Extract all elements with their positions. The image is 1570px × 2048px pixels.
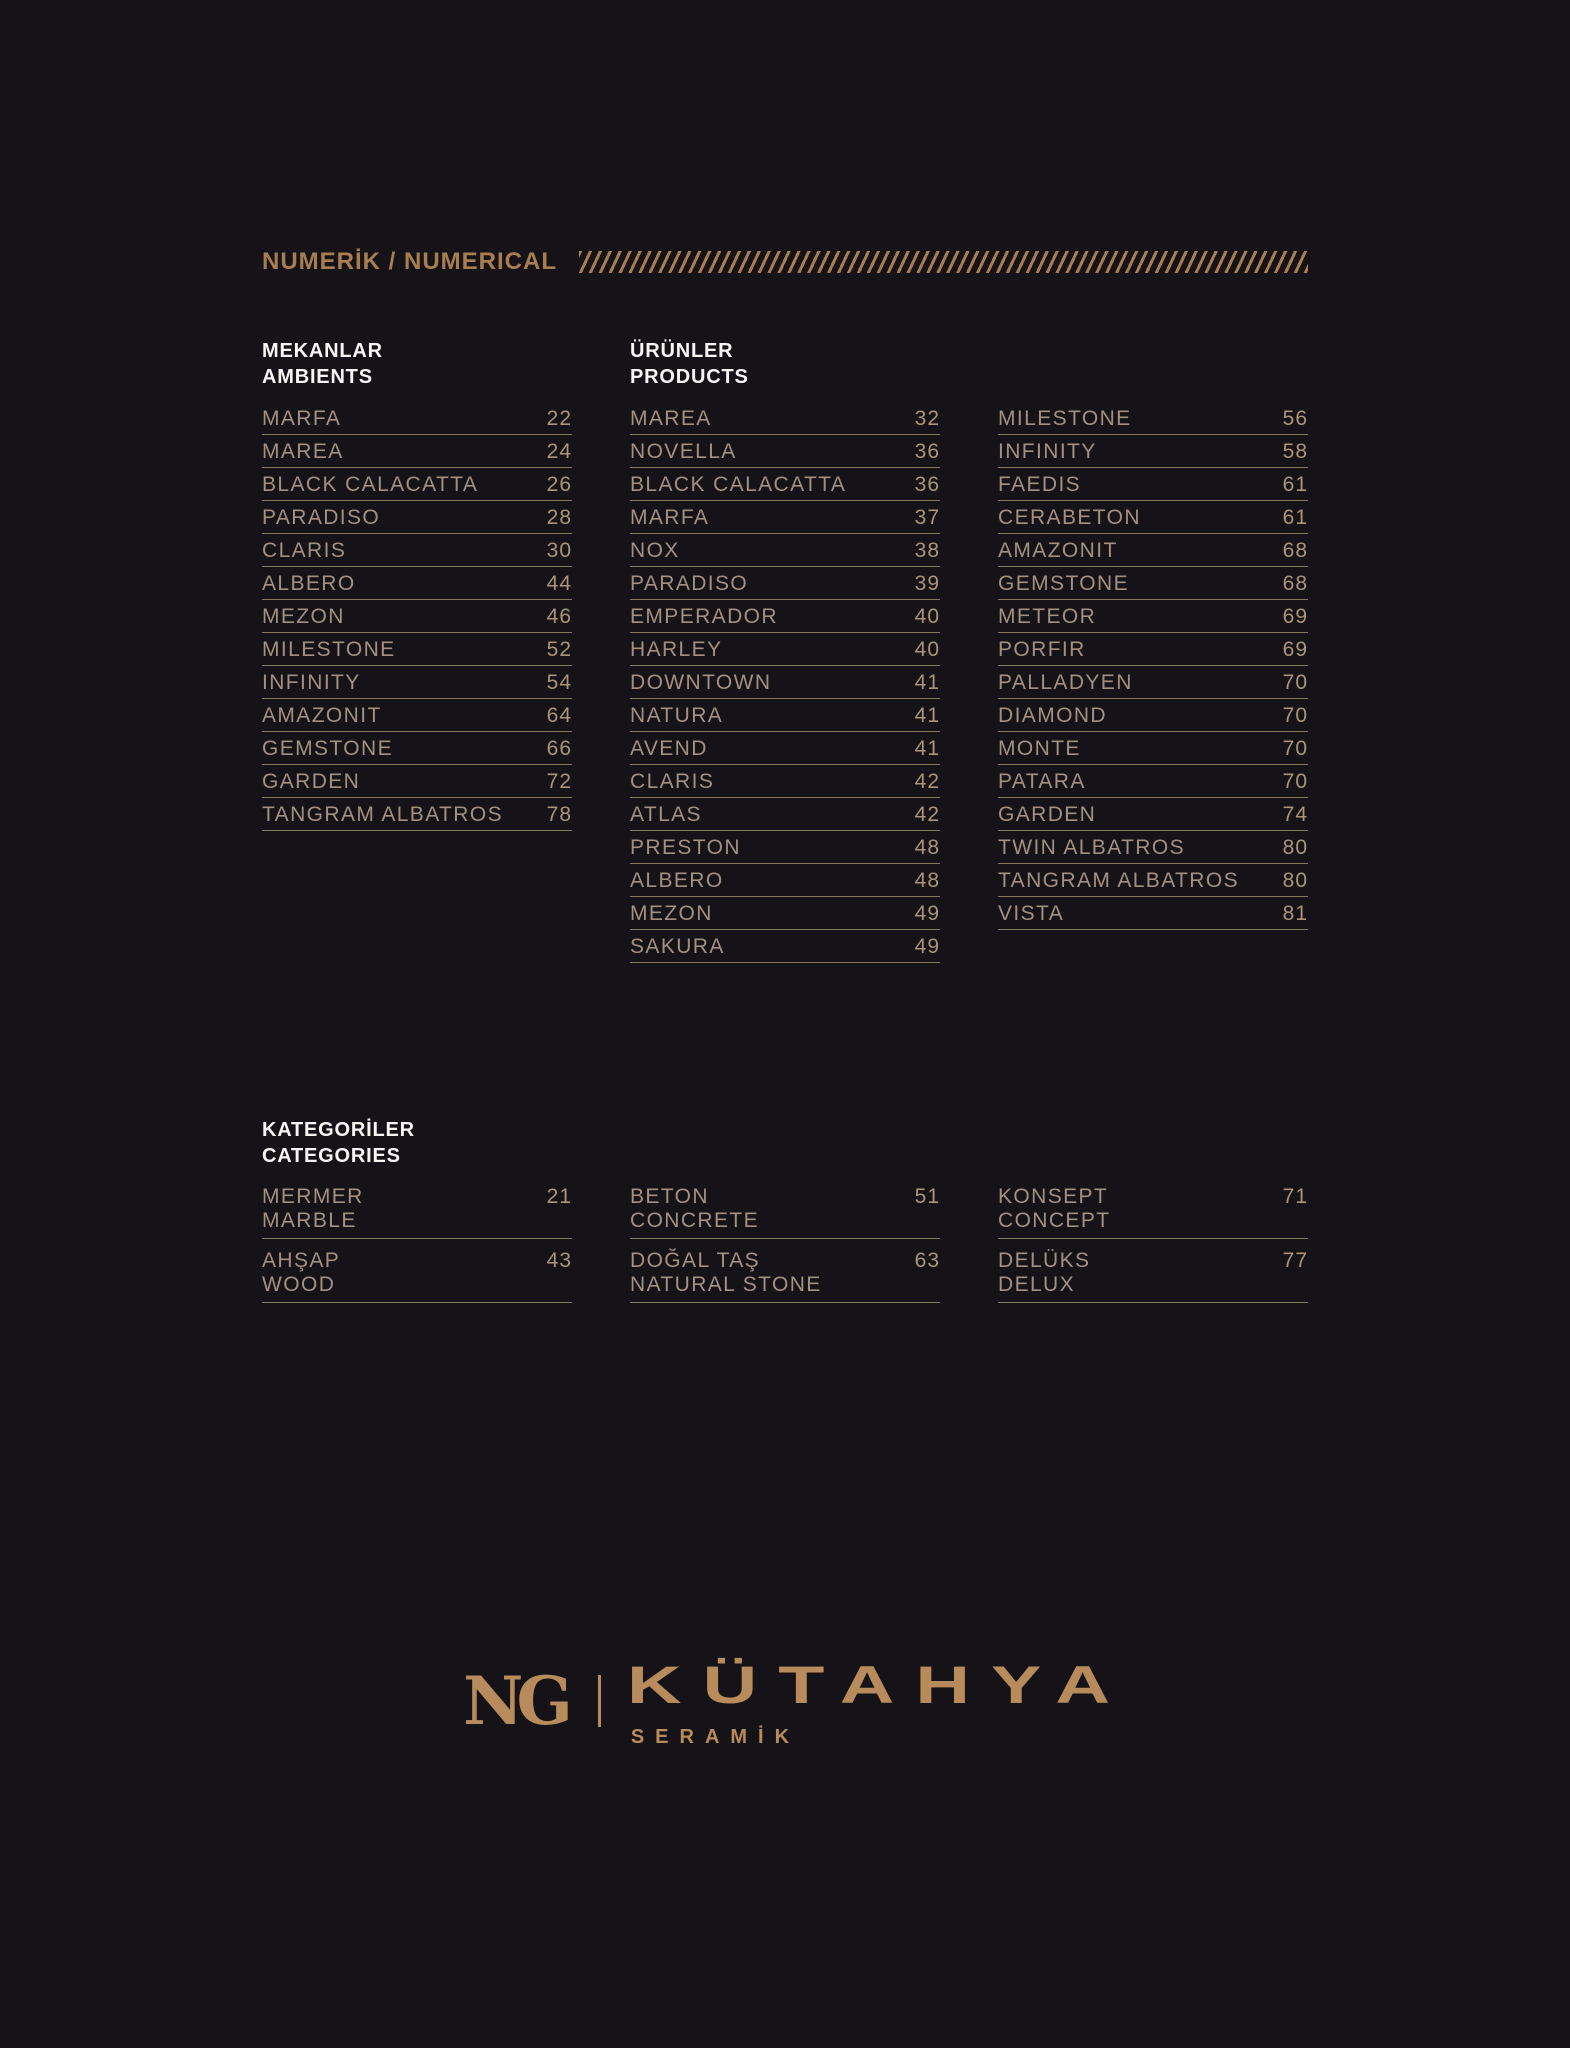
entry-page-number: 66 [546,737,572,760]
entry-label: AMAZONIT [262,704,382,727]
category-labels [998,1249,1090,1297]
numerical-index [262,338,1308,967]
category-label-tr: DOĞAL TAŞ [630,1249,761,1272]
products-continued-heading-spacer [998,338,1308,390]
entry-page-number: 54 [546,671,572,694]
index-entry[interactable] [998,835,1308,864]
category-label-tr: KONSEPT [998,1185,1109,1208]
categories-grid [262,1185,1308,1313]
entry-page-number: 72 [546,770,572,793]
brand-logo-row [463,1653,1131,1749]
category-label-en: NATURAL STONE [630,1273,822,1296]
entry-page-number: 69 [1282,638,1308,661]
category-label-tr: AHŞAP [262,1249,341,1272]
entry-label: METEOR [998,605,1097,628]
entry-page-number: 64 [546,704,572,727]
categories-heading-tr: KATEGORİLER [262,1119,415,1141]
products-continued-column [998,338,1308,934]
entry-label: GEMSTONE [262,737,393,760]
index-entry[interactable] [998,637,1308,666]
category-page-number: 21 [546,1185,572,1208]
index-entry[interactable] [262,571,572,600]
entry-label: ALBERO [262,572,356,595]
category-page-number: 43 [546,1249,572,1272]
entry-page-number: 81 [1282,902,1308,925]
index-entry[interactable] [262,736,572,765]
index-entry[interactable] [262,703,572,732]
category-page-number: 71 [1282,1185,1308,1208]
ambients-heading [262,338,572,390]
index-entry[interactable] [262,406,572,435]
products-heading-en: PRODUCTS [630,366,749,388]
index-entry[interactable] [630,934,940,963]
category-entry[interactable] [262,1185,572,1239]
category-page-number: 63 [914,1249,940,1272]
brand-subtitle: SERAMİK [630,1725,801,1748]
brand-wordmark [626,1653,1131,1749]
entry-page-number: 48 [914,869,940,892]
category-entry[interactable] [630,1249,940,1303]
index-entry[interactable] [998,571,1308,600]
entry-page-number: 36 [914,440,940,463]
category-labels [262,1185,364,1233]
category-entry[interactable] [998,1249,1308,1303]
index-entry[interactable] [998,406,1308,435]
entry-page-number: 69 [1282,605,1308,628]
entry-page-number: 49 [914,935,940,958]
entry-label: MILESTONE [262,638,396,661]
entry-label: MEZON [262,605,345,628]
index-entry[interactable] [262,604,572,633]
index-entry[interactable] [262,505,572,534]
index-entry[interactable] [630,802,940,831]
index-entry[interactable] [630,538,940,567]
index-entry[interactable] [630,670,940,699]
category-entry[interactable] [262,1249,572,1303]
entry-label: PARADISO [630,572,749,595]
index-entry[interactable] [630,472,940,501]
entry-label: ALBERO [630,869,724,892]
index-entry[interactable] [998,670,1308,699]
entry-page-number: 42 [914,770,940,793]
index-entry[interactable] [998,538,1308,567]
entry-page-number: 36 [914,473,940,496]
index-entry[interactable] [262,637,572,666]
products-heading [630,338,940,390]
entry-page-number: 70 [1282,737,1308,760]
entry-label: MARFA [630,506,710,529]
entry-label: MARFA [262,407,342,430]
index-entry[interactable] [630,835,940,864]
entry-label: INFINITY [998,440,1097,463]
products-heading-tr: ÜRÜNLER [630,340,734,362]
entry-page-number: 49 [914,902,940,925]
entry-label: CLARIS [262,539,347,562]
entry-page-number: 80 [1282,869,1308,892]
index-entry[interactable] [630,604,940,633]
entry-page-number: 38 [914,539,940,562]
entry-label: GEMSTONE [998,572,1129,595]
category-entry[interactable] [630,1185,940,1239]
page-header [262,248,1308,276]
entry-label: VISTA [998,902,1065,925]
index-entry[interactable] [630,769,940,798]
entry-label: MONTE [998,737,1081,760]
entry-page-number: 44 [546,572,572,595]
entry-page-number: 70 [1282,671,1308,694]
index-entry[interactable] [998,736,1308,765]
logo-divider-bar [598,1675,601,1727]
entry-page-number: 32 [914,407,940,430]
entry-label: MILESTONE [998,407,1132,430]
index-entry[interactable] [630,868,940,897]
ambients-list [262,406,572,831]
entry-page-number: 68 [1282,572,1308,595]
index-entry[interactable] [630,505,940,534]
category-label-en: DELUX [998,1273,1076,1296]
index-entry[interactable] [262,439,572,468]
hatch-divider [579,251,1308,273]
categories-section [262,1117,1308,1313]
entry-label: CLARIS [630,770,715,793]
index-entry[interactable] [630,901,940,930]
page-title: NUMERİK / NUMERICAL [262,248,557,275]
category-label-tr: BETON [630,1185,709,1208]
index-entry[interactable] [262,802,572,831]
entry-page-number: 41 [914,704,940,727]
entry-label: PARADISO [262,506,381,529]
entry-label: ATLAS [630,803,702,826]
ambients-column [262,338,572,835]
index-entry[interactable] [630,439,940,468]
index-entry[interactable] [998,868,1308,897]
entry-page-number: 40 [914,638,940,661]
products-column [630,338,940,967]
index-entry[interactable] [998,604,1308,633]
entry-page-number: 30 [546,539,572,562]
category-labels [998,1185,1110,1233]
entry-label: MEZON [630,902,713,925]
entry-label: BLACK CALACATTA [262,473,479,496]
entry-label: GARDEN [998,803,1097,826]
index-entry[interactable] [998,703,1308,732]
index-entry[interactable] [262,769,572,798]
entry-page-number: 42 [914,803,940,826]
entry-page-number: 52 [546,638,572,661]
category-label-en: WOOD [262,1273,336,1296]
entry-label: EMPERADOR [630,605,778,628]
entry-page-number: 37 [914,506,940,529]
entry-page-number: 61 [1282,473,1308,496]
category-labels [630,1185,759,1233]
entry-page-number: 70 [1282,704,1308,727]
entry-label: DIAMOND [998,704,1107,727]
categories-heading [262,1117,1308,1169]
entry-label: CERABETON [998,506,1141,529]
entry-page-number: 56 [1282,407,1308,430]
category-labels [630,1249,822,1297]
entry-label: FAEDIS [998,473,1082,496]
entry-label: TWIN ALBATROS [998,836,1185,859]
entry-label: NOVELLA [630,440,737,463]
products-list [630,406,940,963]
index-entry[interactable] [998,439,1308,468]
index-entry[interactable] [998,505,1308,534]
entry-label: AMAZONIT [998,539,1118,562]
entry-label: GARDEN [262,770,361,793]
category-entry[interactable] [998,1185,1308,1239]
products-continued-list [998,406,1308,930]
entry-label: HARLEY [630,638,723,661]
index-entry[interactable] [998,769,1308,798]
index-entry[interactable] [630,571,940,600]
entry-page-number: 78 [546,803,572,826]
entry-label: PATARA [998,770,1086,793]
entry-page-number: 40 [914,605,940,628]
entry-label: NOX [630,539,680,562]
entry-label: BLACK CALACATTA [630,473,847,496]
category-page-number: 77 [1282,1249,1308,1272]
entry-label: SAKURA [630,935,725,958]
entry-label: DOWNTOWN [630,671,772,694]
category-label-en: MARBLE [262,1209,357,1232]
index-entry[interactable] [998,901,1308,930]
entry-label: PALLADYEN [998,671,1133,694]
entry-page-number: 58 [1282,440,1308,463]
entry-page-number: 80 [1282,836,1308,859]
category-label-tr: DELÜKS [998,1249,1091,1272]
entry-page-number: 28 [546,506,572,529]
entry-label: TANGRAM ALBATROS [262,803,503,826]
index-entry[interactable] [262,472,572,501]
entry-page-number: 39 [914,572,940,595]
entry-page-number: 46 [546,605,572,628]
category-label-en: CONCEPT [998,1209,1111,1232]
index-entry[interactable] [262,670,572,699]
entry-label: NATURA [630,704,724,727]
entry-page-number: 26 [546,473,572,496]
index-entry[interactable] [998,802,1308,831]
entry-page-number: 22 [546,407,572,430]
entry-label: AVEND [630,737,708,760]
brand-logo [262,1653,1308,1749]
category-labels [262,1249,340,1297]
entry-page-number: 70 [1282,770,1308,793]
index-entry[interactable] [630,637,940,666]
entry-page-number: 61 [1282,506,1308,529]
index-entry[interactable] [630,703,940,732]
ng-monogram: NG [463,1661,566,1740]
entry-page-number: 68 [1282,539,1308,562]
entry-label: MAREA [262,440,344,463]
entry-page-number: 48 [914,836,940,859]
index-entry[interactable] [630,406,940,435]
entry-page-number: 41 [914,737,940,760]
entry-label: PRESTON [630,836,741,859]
category-label-en: CONCRETE [630,1209,760,1232]
entry-page-number: 74 [1282,803,1308,826]
entry-page-number: 24 [546,440,572,463]
categories-heading-en: CATEGORIES [262,1145,401,1167]
entry-page-number: 41 [914,671,940,694]
index-entry[interactable] [262,538,572,567]
entry-label: TANGRAM ALBATROS [998,869,1239,892]
category-label-tr: MERMER [262,1185,364,1208]
index-entry[interactable] [998,472,1308,501]
ambients-heading-en: AMBIENTS [262,366,373,388]
entry-label: INFINITY [262,671,361,694]
entry-label: PORFIR [998,638,1086,661]
entry-label: MAREA [630,407,712,430]
category-page-number: 51 [914,1185,940,1208]
ambients-heading-tr: MEKANLAR [262,340,383,362]
brand-name: KÜTAHYA [626,1655,1131,1715]
index-entry[interactable] [630,736,940,765]
